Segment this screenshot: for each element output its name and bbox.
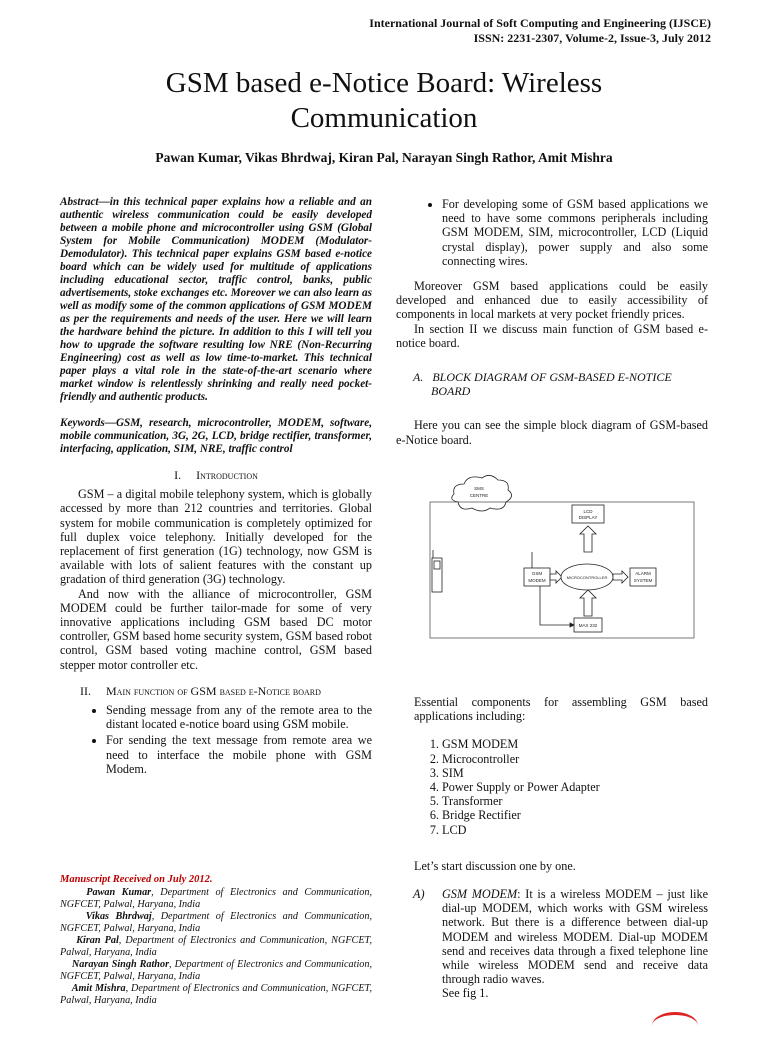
author-department: , Department of Electronics and Communication, NGFCET, Palwal, Haryana, India xyxy=(60,911,373,935)
affiliation-item xyxy=(60,935,372,959)
system-label: SYSTEM xyxy=(633,578,653,583)
section-title: Introduction xyxy=(196,468,258,482)
journal-issn: ISSN: 2231-2307, Volume-2, Issue-3, July 2012 xyxy=(473,31,711,45)
author-name: Narayan Singh Rathor xyxy=(71,959,170,971)
paragraph: In section II we discuss main function of GSM based e-notice board. xyxy=(396,321,708,350)
subsection-title: BLOCK DIAGRAM OF GSM-BASED E-NOTICE BOARD xyxy=(431,370,672,399)
right-column xyxy=(396,197,708,447)
item-label: A) xyxy=(413,887,425,902)
essential-components-intro: Essential components for assembling GSM based applications including: xyxy=(414,695,708,724)
alarm-label: ALARM xyxy=(635,571,651,576)
list-item: 4. Power Supply or Power Adapter xyxy=(442,780,708,794)
author-name: Vikas Bhrdwaj xyxy=(85,911,152,923)
microcontroller-label: MICROCONTROLLER xyxy=(566,575,608,580)
connector-arrowhead xyxy=(570,623,574,627)
manuscript-date: Manuscript Received on July 2012. xyxy=(60,874,213,885)
section-heading-main-function xyxy=(60,684,372,698)
sms-label: SMS xyxy=(474,486,484,491)
affiliation-item xyxy=(60,959,372,983)
list-item: • For developing some of GSM based applications we need to have some commons peripherals including GSM MODEM, SIM, microcontroller, LCD (Liquid crystal display), power supply and also some connecting wires. xyxy=(442,197,708,268)
arrow-up-to-lcd xyxy=(580,526,596,552)
list-item: 1. GSM MODEM xyxy=(442,737,708,751)
list-item: 7. LCD xyxy=(442,823,708,837)
subsection-heading-block-diagram xyxy=(396,370,708,398)
author-name: Amit Mishra xyxy=(71,983,126,995)
paper-title xyxy=(0,66,768,136)
list-item: 2. Microcontroller xyxy=(442,752,708,766)
section-title: Main function of GSM based e-Notice board xyxy=(106,683,321,698)
main-function-list xyxy=(60,703,372,776)
title-line-1: GSM based e-Notice Board: Wireless xyxy=(165,67,603,99)
affiliation-footnote xyxy=(60,873,372,1007)
display-label: DISPLAY xyxy=(578,515,598,520)
abstract: Abstract—in this technical paper explains how a reliable and an authentic wireless communication could be easily developed between a mobile phone and microcontroller using GSM (Global System for Mobile Communication) MODEM (Modulator-Demodulator). This technical paper explains GSM based e-notice board which can be widely used for multitude of applications including educational sector, traffic control, banks, public advertisements, stoke exchanges etc. Moreover we can also learn as well as modify some of the common applications of GSM MODEM as per the requirements and needs of the user. Here we will learn the hardware behind the picture. In addition to this I will tell you how to upgrade the software resulting low NRE (Non-Recurring Engineering) cost as well as low time-to-market. This technical paper plays a vital role in the state-of-the-art scenario where market window is relentlessly shrinking and really need pocket-friendly and authentic products. xyxy=(60,196,372,403)
paragraph: Moreover GSM based applications could be easily developed and enhanced due to easily accessibility of components in local markets at very pocket friendly prices. xyxy=(396,279,708,322)
author-list: Pawan Kumar, Vikas Bhrdwaj, Kiran Pal, Narayan Singh Rathor, Amit Mishra xyxy=(155,150,613,165)
author-department: , Department of Electronics and Communication, NGFCET, Palwal, Haryana, India xyxy=(60,983,373,1007)
intro-paragraph-1: GSM – a digital mobile telephony system, which is globally accessed by more than 212 countries and territories. Global system for mobile communication is completely optimized for full duplex voice telephony. Initially developed for the replacement of first generation (1G) technology, now GSM is available with lots of salient features with the constant up gradation of third generation (3G) technology. xyxy=(60,487,372,587)
affiliation-item xyxy=(60,887,372,911)
section-number: II. xyxy=(80,683,91,698)
left-column xyxy=(60,196,372,778)
intro-paragraph-2: And now with the alliance of microcontroller, GSM MODEM could be further tailor-made for some of very innovative applications including GSM based DC motor controller, GSM based home security system, GSM based robot control, GSM based voting machine control, GSM based stepper motor controller etc. xyxy=(60,586,372,672)
affiliation-item xyxy=(60,983,372,1007)
discussion-intro: Let’s start discussion one by one. xyxy=(414,858,576,873)
affiliation-item xyxy=(60,911,372,935)
list-item: 5. Transformer xyxy=(442,794,708,808)
item-body xyxy=(438,887,708,1001)
title-line-2: Communication xyxy=(290,102,478,134)
author-name: Kiran Pal xyxy=(76,935,119,947)
arrow-max232-to-mcu xyxy=(580,590,596,616)
journal-name: International Journal of Soft Computing and Engineering (IJSCE) xyxy=(369,16,711,30)
list-item: 3. SIM xyxy=(442,766,708,780)
red-stamp-mark xyxy=(652,1012,698,1039)
author-name: Pawan Kumar xyxy=(86,887,152,899)
peripherals-list xyxy=(396,197,708,268)
keywords: Keywords—GSM, research, microcontroller, MODEM, software, mobile communication, 3G, 2G, LCD, bridge rectifier, transformer, interfacing, application, SIM, NRE, traffic control xyxy=(60,417,372,455)
centre-label: CENTRE xyxy=(469,493,489,498)
list-item: 6. Bridge Rectifier xyxy=(442,808,708,822)
gsm-label: GSM xyxy=(531,571,543,576)
author-department: , Department of Electronics and Communication, NGFCET, Palwal, Haryana, India xyxy=(60,935,373,959)
block-diagram xyxy=(424,472,700,644)
journal-header xyxy=(369,16,711,46)
see-figure: See fig 1. xyxy=(442,986,489,1001)
author-department: , Department of Electronics and Communication, NGFCET, Palwal, Haryana, India xyxy=(60,887,372,911)
lcd-display-block xyxy=(572,505,604,523)
max232-label: MAX 232 xyxy=(578,623,598,628)
section-heading-introduction xyxy=(60,468,372,482)
mobile-phone-icon xyxy=(432,558,442,592)
connector-modem-max232 xyxy=(540,586,574,625)
right-column-lower xyxy=(396,695,708,1001)
modem-label: MODEM xyxy=(528,578,546,583)
gsm-modem-item xyxy=(396,887,708,1001)
item-title: GSM MODEM xyxy=(442,887,518,902)
arrow-mcu-to-alarm xyxy=(613,571,628,583)
lcd-label: LCD xyxy=(583,509,593,514)
block-diagram-intro: Here you can see the simple block diagram of GSM-based e-Notice board. xyxy=(396,418,708,447)
list-item: • Sending message from any of the remote area to the distant located e-notice board using GSM mobile. xyxy=(106,703,372,731)
components-list xyxy=(396,737,708,836)
subsection-label: A. xyxy=(413,370,424,385)
item-text: : It is a wireless MODEM – just like dial-up MODEM, which works with GSM wireless network. But there is a difference between dial-up MODEM and wireless MODEM. Dial-up MODEM send and receives data through a fixed telephone line while wireless MODEM send and receive data through radio waves. xyxy=(442,887,708,987)
list-item: • For sending the text message from remote area we need to interface the mobile phone with GSM Modem. xyxy=(106,733,372,776)
arrow-modem-to-mcu xyxy=(550,571,562,583)
author-department: , Department of Electronics and Communication, NGFCET, Palwal, Haryana, India xyxy=(60,959,373,983)
section-number: I. xyxy=(174,468,182,482)
